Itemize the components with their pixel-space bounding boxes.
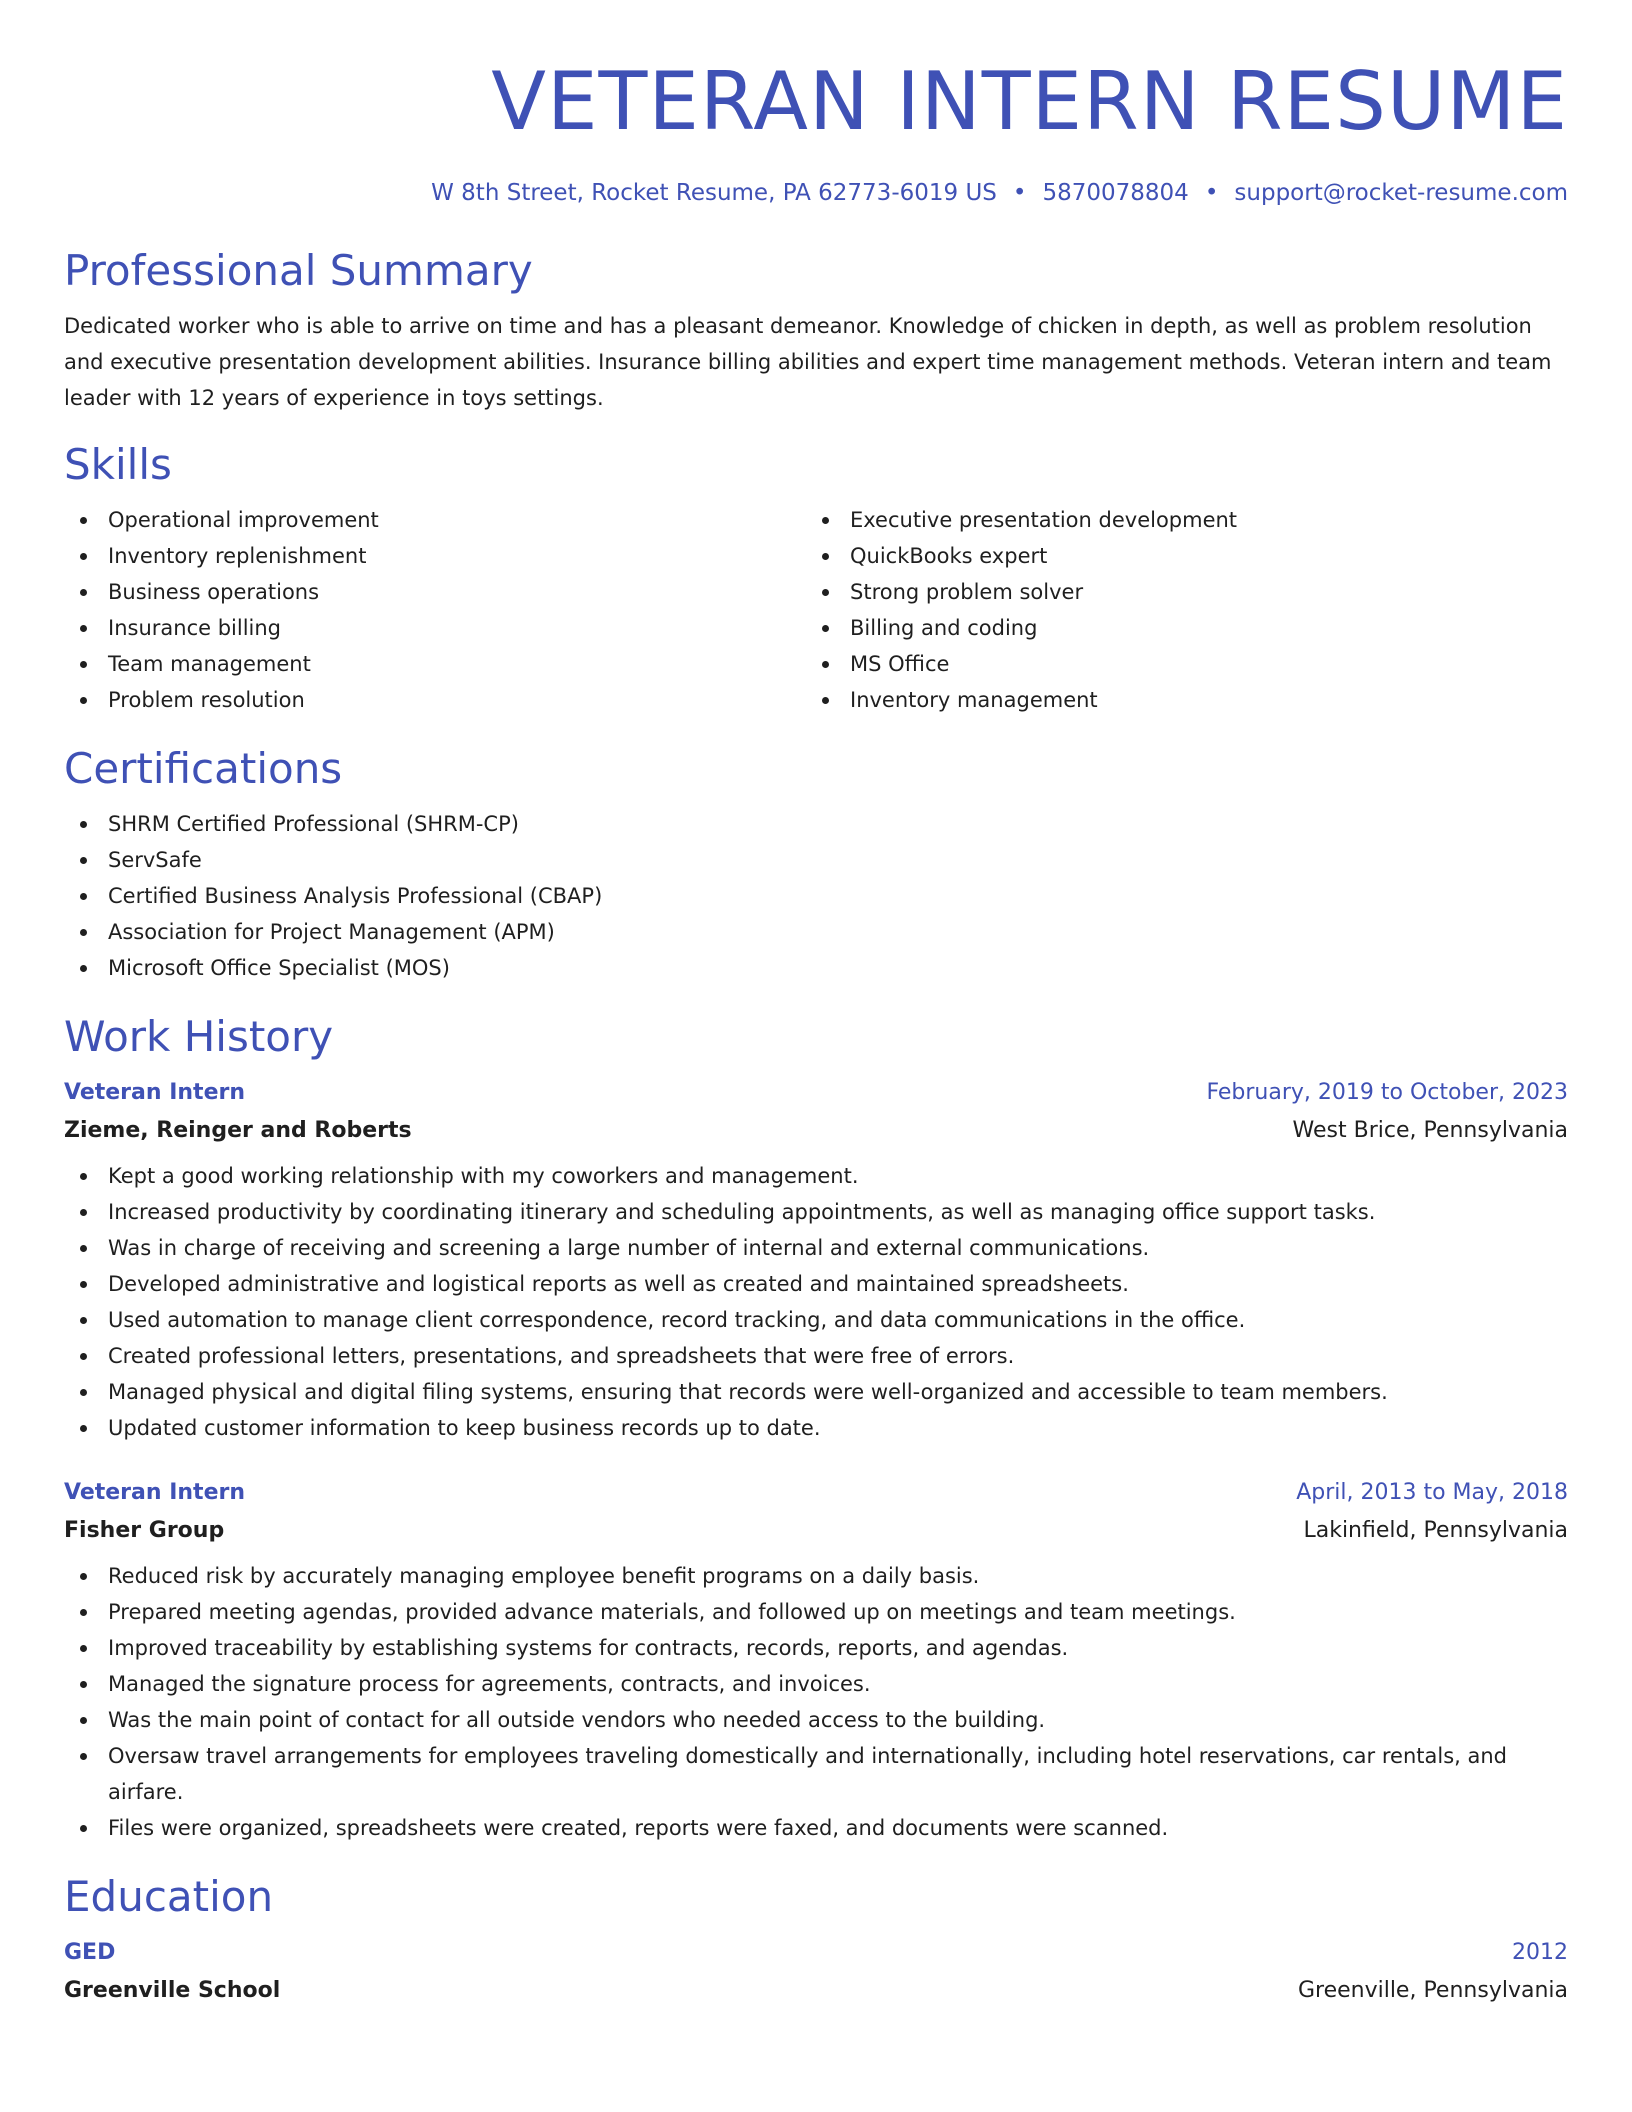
- resume-title: VETERAN INTERN RESUME: [491, 55, 1568, 148]
- job-duty: Reduced risk by accurately managing employee benefit programs on a daily basis.: [64, 1558, 1568, 1594]
- job-duty: Used automation to manage client correspondence, record tracking, and data communications in the office.: [64, 1302, 1568, 1338]
- job-duty: Oversaw travel arrangements for employees traveling domestically and internationally, including hotel reservations, car rentals, and airfare.: [64, 1738, 1568, 1810]
- education-degree: GED: [64, 1940, 116, 1965]
- skill-item: Operational improvement: [64, 502, 806, 538]
- job-duty: Improved traceability by establishing systems for contracts, records, reports, and agendas.: [64, 1630, 1568, 1666]
- skill-item: MS Office: [806, 646, 1548, 682]
- job-duty: Managed physical and digital filing systems, ensuring that records were well-organized and accessible to team members.: [64, 1374, 1568, 1410]
- contact-separator: •: [1012, 180, 1027, 206]
- job-duties-list: [64, 1158, 1568, 1446]
- skills-section: [64, 438, 1568, 718]
- job-company: Fisher Group: [64, 1518, 225, 1543]
- summary-section: [64, 244, 1568, 416]
- skill-item: Problem resolution: [64, 682, 806, 718]
- contact-email[interactable]: support@rocket-resume.com: [1234, 180, 1568, 206]
- skills-column-right: [806, 502, 1548, 718]
- certification-item: Microsoft Office Specialist (MOS): [64, 950, 1568, 986]
- job-duty: Managed the signature process for agreements, contracts, and invoices.: [64, 1666, 1568, 1702]
- job-role: Veteran Intern: [64, 1480, 245, 1505]
- skills-grid: [64, 502, 1568, 718]
- job-dates: February, 2019 to October, 2023: [1206, 1080, 1568, 1105]
- job-title-row: [64, 1074, 1568, 1112]
- skill-item: Billing and coding: [806, 610, 1548, 646]
- job-duty: Kept a good working relationship with my coworkers and management.: [64, 1158, 1568, 1194]
- job-duty: Files were organized, spreadsheets were created, reports were faxed, and documents were scanned.: [64, 1810, 1568, 1846]
- summary-heading: Professional Summary: [64, 246, 533, 295]
- job-company: Zieme, Reinger and Roberts: [64, 1118, 412, 1143]
- education-degree-row: [64, 1934, 1568, 1972]
- skill-item: Strong problem solver: [806, 574, 1548, 610]
- job-duties-list: [64, 1558, 1568, 1846]
- work-history-section: [64, 1010, 1568, 1846]
- job-duty: Prepared meeting agendas, provided advance materials, and followed up on meetings and team meetings.: [64, 1594, 1568, 1630]
- skills-list-left: [64, 502, 806, 718]
- skill-item: Executive presentation development: [806, 502, 1548, 538]
- education-location: Greenville, Pennsylvania: [1297, 1978, 1568, 2003]
- job-entry: [64, 1074, 1568, 1446]
- education-year: 2012: [1512, 1940, 1568, 1965]
- job-role: Veteran Intern: [64, 1080, 245, 1105]
- job-duty: Was the main point of contact for all outside vendors who needed access to the building.: [64, 1702, 1568, 1738]
- education-section: [64, 1870, 1568, 2010]
- certification-item: ServSafe: [64, 842, 1568, 878]
- certifications-heading: Certifications: [64, 744, 343, 793]
- job-dates: April, 2013 to May, 2018: [1296, 1480, 1568, 1505]
- certifications-section: [64, 742, 1568, 986]
- education-heading: Education: [64, 1872, 274, 1921]
- certification-item: Certified Business Analysis Professional (CBAP): [64, 878, 1568, 914]
- skills-column-left: [64, 502, 806, 718]
- education-entry: [64, 1934, 1568, 2010]
- contact-address: W 8th Street, Rocket Resume, PA 62773-6019 US: [431, 180, 997, 206]
- skill-item: QuickBooks expert: [806, 538, 1548, 574]
- skill-item: Insurance billing: [64, 610, 806, 646]
- job-location: Lakinfield, Pennsylvania: [1303, 1518, 1568, 1543]
- job-duty: Created professional letters, presentations, and spreadsheets that were free of errors.: [64, 1338, 1568, 1374]
- skill-item: Team management: [64, 646, 806, 682]
- skill-item: Inventory replenishment: [64, 538, 806, 574]
- resume-header: [64, 50, 1568, 210]
- job-duty: Was in charge of receiving and screening a large number of internal and external communications.: [64, 1230, 1568, 1266]
- job-title-row: [64, 1474, 1568, 1512]
- contact-phone: 5870078804: [1042, 180, 1189, 206]
- work-history-heading: Work History: [64, 1012, 334, 1061]
- summary-text: Dedicated worker who is able to arrive on time and has a pleasant demeanor. Knowledge of chicken in depth, as well as problem resolution and executive presentation development abilities. Insurance billing abilities and expert time management methods. Veteran intern and team leader with 12 years of experience in toys settings.: [64, 314, 1552, 410]
- job-company-row: [64, 1112, 1568, 1150]
- skills-heading: Skills: [64, 440, 172, 489]
- certification-item: SHRM Certified Professional (SHRM-CP): [64, 806, 1568, 842]
- job-duty: Developed administrative and logistical reports as well as created and maintained spreadsheets.: [64, 1266, 1568, 1302]
- skill-item: Inventory management: [806, 682, 1548, 718]
- job-entry: [64, 1474, 1568, 1846]
- education-school: Greenville School: [64, 1978, 281, 2003]
- skill-item: Business operations: [64, 574, 806, 610]
- job-duty: Increased productivity by coordinating itinerary and scheduling appointments, as well as managing office support tasks.: [64, 1194, 1568, 1230]
- job-duty: Updated customer information to keep business records up to date.: [64, 1410, 1568, 1446]
- certification-item: Association for Project Management (APM): [64, 914, 1568, 950]
- job-company-row: [64, 1512, 1568, 1550]
- contact-separator: •: [1204, 180, 1219, 206]
- contact-line: [64, 176, 1568, 210]
- skills-list-right: [806, 502, 1548, 718]
- education-school-row: [64, 1972, 1568, 2010]
- job-location: West Brice, Pennsylvania: [1292, 1118, 1568, 1143]
- certifications-list: [64, 806, 1568, 986]
